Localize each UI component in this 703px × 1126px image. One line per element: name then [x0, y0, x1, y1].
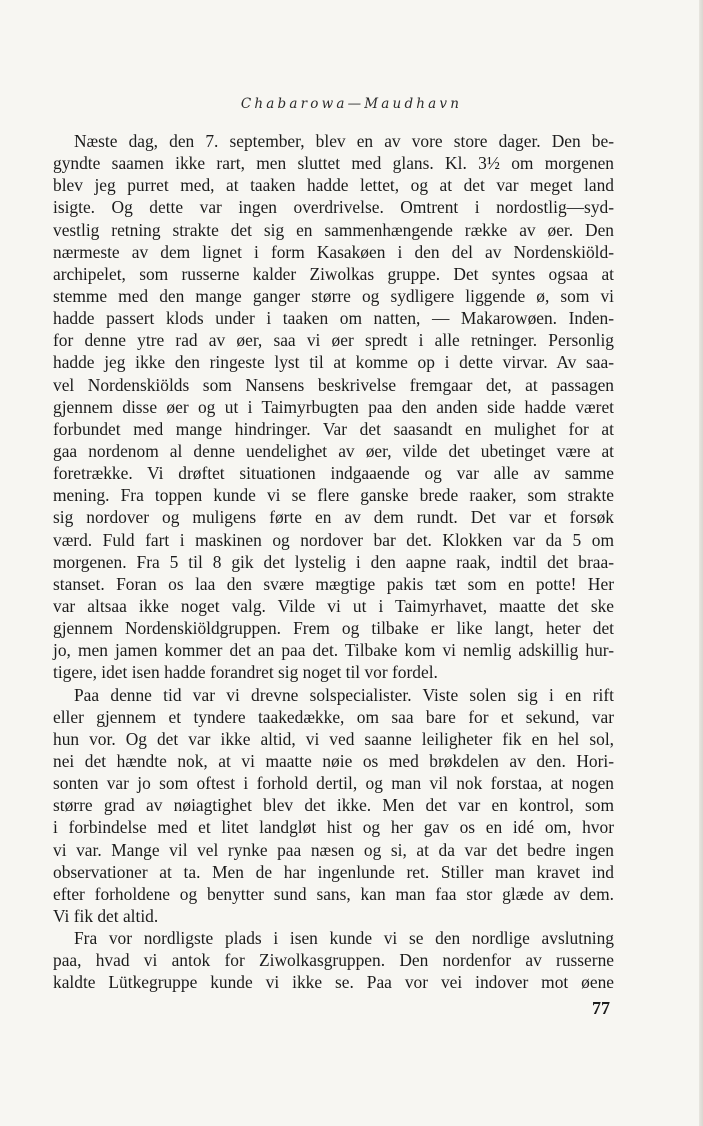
text-line: efter forholdene og benytter sund sans, kan man faa stor glæde av dem. — [53, 883, 614, 904]
text-line: isigte. Og dette var ingen overdrivelse. Omtrent i nordostlig—syd- — [53, 197, 614, 218]
text-line: eller gjennem et tyndere taakedække, om saa bare for et sekund, var — [53, 706, 614, 727]
text-line: observationer at ta. Men de har ingenlunde ret. Stiller man kravet ind — [53, 861, 614, 882]
page-edge-shadow — [699, 0, 703, 1126]
text-line: mening. Fra toppen kunde vi se flere ganske brede raaker, som strakte — [53, 485, 614, 506]
text-line: hadde passert klods under i taaken om natten, — Makarowøen. Inden- — [53, 308, 614, 329]
text-line: jo, men jamen kommer det an paa det. Tilbake kom vi nemlig adskillig hur- — [53, 640, 614, 661]
text-line: vel Nordenskiölds som Nansens beskrivelse fremgaar det, at passagen — [53, 374, 614, 395]
text-line: var altsaa ikke noget valg. Vilde vi ut i Taimyrhavet, maatte det ske — [53, 595, 614, 616]
text-line: kaldte Lütkegruppe kunde vi ikke se. Paa vor vei indover mot øene — [53, 972, 614, 993]
text-line: nærmeste av dem lignet i form Kasakøen i den del av Nordenskiöld- — [53, 241, 614, 262]
text-line: stanset. Foran os laa den svære mægtige pakis tæt som en potte! Her — [53, 573, 614, 594]
text-line: tigere, idet isen hadde forandret sig noget til vor fordel. — [53, 662, 438, 683]
text-line: morgenen. Fra 5 til 8 gik det lystelig i den aapne raak, indtil det braa- — [53, 551, 614, 572]
text-line: Vi fik det altid. — [53, 905, 159, 926]
text-line: blev jeg purret med, at taaken hadde lettet, og at det var meget land — [53, 175, 614, 196]
text-line: større grad av nøiagtighet blev det ikke. Men det var en kontrol, som — [53, 795, 614, 816]
text-line: hadde jeg ikke den ringeste lyst til at komme op i dette virvar. Av saa- — [53, 352, 614, 373]
text-line: sig nordover og muligens førte en av dem rundt. Det var et forsøk — [53, 507, 614, 528]
text-line: gaa nordenom al denne uendelighet av øer, vilde det ubetinget være at — [53, 440, 614, 461]
text-line: Paa denne tid var vi drevne solspecialister. Viste solen sig i en rift — [74, 684, 614, 705]
text-line: gjennem Nordenskiöldgruppen. Frem og tilbake er like langt, heter det — [53, 618, 614, 639]
text-line: vestlig retning strakte det sig en sammenhængende række av øer. Den — [53, 219, 614, 240]
text-line: nei det hændte nok, at vi maatte nøie os med brøkdelen av den. Hori- — [53, 750, 614, 771]
text-line: paa, hvad vi antok for Ziwolkasgruppen. Den nordenfor av russerne — [53, 950, 614, 971]
text-line: foretrække. Vi drøftet situationen indgaaende og var alle av samme — [53, 463, 614, 484]
text-line: sonten var jo som oftest i forhold dertil, og man vil nok forstaa, at nogen — [53, 773, 614, 794]
text-line: forbundet med mange hindringer. Var det saasandt en mulighet for at — [53, 418, 614, 439]
text-line: vi var. Mange vil vel rynke paa næsen og si, at da var det bedre ingen — [53, 839, 614, 860]
text-line: hun vor. Og det var ikke altid, vi ved saanne leiligheter fik en hel sol, — [53, 728, 614, 749]
text-line: stemme med den mange ganger større og sydligere liggende ø, som vi — [53, 285, 614, 306]
running-header: Chabarowa—Maudhavn — [240, 96, 463, 112]
page-number: 77 — [592, 998, 610, 1018]
body-text — [53, 130, 614, 993]
text-line: værd. Fuld fart i maskinen og nordover bar det. Klokken var da 5 om — [53, 529, 614, 550]
text-line: Fra vor nordligste plads i isen kunde vi se den nordlige avslutning — [74, 928, 614, 949]
text-line: i forbindelse med et litet landgløt hist og her gav os en idé om, hvor — [53, 817, 614, 838]
text-line: archipelet, som russerne kalder Ziwolkas gruppe. Det syntes ogsaa at — [53, 263, 614, 284]
text-line: Næste dag, den 7. september, blev en av vore store dager. Den be- — [74, 131, 614, 151]
text-line: gyndte saamen ikke rart, men sluttet med glans. Kl. 3½ om morgenen — [53, 153, 614, 174]
text-line: for denne ytre rad av øer, saa vi øer spredt i alle retninger. Personlig — [53, 330, 614, 351]
text-line: gjennem disse øer og ut i Taimyrbugten paa den anden side hadde været — [53, 396, 614, 417]
